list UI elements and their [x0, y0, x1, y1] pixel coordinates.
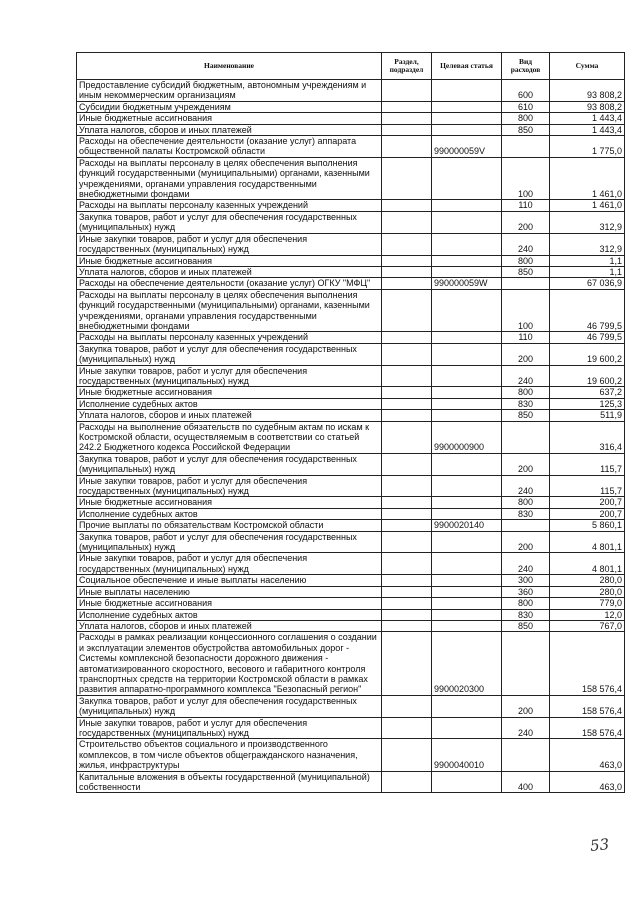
- cell-name: Расходы на выполнение обязательств по судебным актам по искам к Костромской области, осуществляемым в соответствии со статьей 242.2 Бюджетного кодекса Российской Федерации: [77, 421, 382, 453]
- cell-sum: 767,0: [550, 620, 625, 631]
- cell-sum: 46 799,5: [550, 332, 625, 343]
- cell-sum: 1 461,0: [550, 157, 625, 200]
- table-row: [77, 497, 625, 508]
- cell-kind: 200: [502, 531, 550, 553]
- cell-section: [382, 365, 432, 387]
- cell-sum: 125,3: [550, 398, 625, 409]
- table-row: [77, 620, 625, 631]
- cell-kind: 300: [502, 575, 550, 586]
- header-target: Целевая статья: [432, 53, 502, 80]
- cell-section: [382, 332, 432, 343]
- cell-kind: 800: [502, 113, 550, 124]
- cell-section: [382, 113, 432, 124]
- cell-kind: 100: [502, 157, 550, 200]
- table-row: [77, 365, 625, 387]
- cell-sum: 463,0: [550, 771, 625, 793]
- cell-name: Иные бюджетные ассигнования: [77, 598, 382, 609]
- cell-sum: 1 443,4: [550, 113, 625, 124]
- cell-name: Исполнение судебных актов: [77, 609, 382, 620]
- budget-table: [76, 52, 625, 793]
- cell-section: [382, 475, 432, 497]
- cell-target: [432, 233, 502, 255]
- cell-section: [382, 289, 432, 332]
- table-row: [77, 531, 625, 553]
- cell-name: Расходы на обеспечение деятельности (оказание услуг) ОГКУ "МФЦ": [77, 278, 382, 289]
- cell-section: [382, 695, 432, 717]
- cell-target: [432, 575, 502, 586]
- cell-kind: 830: [502, 609, 550, 620]
- table-row: [77, 101, 625, 112]
- cell-name: Расходы на выплаты персоналу в целях обеспечения выполнения функций государственными (муниципальными) органами, казенными учреждениями, органами управления государственными внебюджетными фондами: [77, 157, 382, 200]
- table-row: [77, 157, 625, 200]
- cell-name: Иные закупки товаров, работ и услуг для обеспечения государственных (муниципальных) нужд: [77, 553, 382, 575]
- cell-section: [382, 211, 432, 233]
- cell-sum: 1 461,0: [550, 200, 625, 211]
- cell-name: Уплата налогов, сборов и иных платежей: [77, 620, 382, 631]
- table-row: [77, 233, 625, 255]
- cell-kind: [502, 278, 550, 289]
- table-row: [77, 387, 625, 398]
- cell-kind: 850: [502, 124, 550, 135]
- header-sum: Сумма: [550, 53, 625, 80]
- cell-section: [382, 632, 432, 695]
- cell-name: Расходы на выплаты персоналу казенных учреждений: [77, 200, 382, 211]
- table-header-row: [77, 53, 625, 80]
- cell-target: [432, 343, 502, 365]
- cell-name: Исполнение судебных актов: [77, 398, 382, 409]
- cell-kind: 200: [502, 343, 550, 365]
- cell-section: [382, 255, 432, 266]
- cell-target: 9900000900: [432, 421, 502, 453]
- cell-section: [382, 609, 432, 620]
- cell-sum: 1,1: [550, 266, 625, 277]
- cell-sum: 1 443,4: [550, 124, 625, 135]
- cell-name: Социальное обеспечение и иные выплаты населению: [77, 575, 382, 586]
- cell-sum: 463,0: [550, 739, 625, 771]
- cell-sum: 19 600,2: [550, 343, 625, 365]
- table-row: [77, 289, 625, 332]
- cell-target: [432, 609, 502, 620]
- cell-kind: 600: [502, 80, 550, 102]
- cell-name: Закупка товаров, работ и услуг для обеспечения государственных (муниципальных) нужд: [77, 531, 382, 553]
- cell-kind: [502, 632, 550, 695]
- table-row: [77, 695, 625, 717]
- cell-target: [432, 398, 502, 409]
- cell-sum: 115,7: [550, 453, 625, 475]
- cell-sum: 4 801,1: [550, 553, 625, 575]
- cell-section: [382, 620, 432, 631]
- cell-name: Иные бюджетные ассигнования: [77, 497, 382, 508]
- cell-target: [432, 598, 502, 609]
- cell-target: [432, 157, 502, 200]
- table-row: [77, 278, 625, 289]
- cell-kind: 800: [502, 387, 550, 398]
- cell-target: 990000059V: [432, 136, 502, 158]
- cell-name: Иные закупки товаров, работ и услуг для обеспечения государственных (муниципальных) нужд: [77, 365, 382, 387]
- cell-kind: [502, 520, 550, 531]
- cell-section: [382, 101, 432, 112]
- cell-target: [432, 453, 502, 475]
- cell-kind: 360: [502, 586, 550, 597]
- cell-target: 9900020140: [432, 520, 502, 531]
- cell-name: Уплата налогов, сборов и иных платежей: [77, 266, 382, 277]
- table-row: [77, 598, 625, 609]
- cell-name: Закупка товаров, работ и услуг для обеспечения государственных (муниципальных) нужд: [77, 453, 382, 475]
- cell-target: [432, 620, 502, 631]
- cell-name: Иные бюджетные ассигнования: [77, 255, 382, 266]
- table-row: [77, 398, 625, 409]
- cell-target: [432, 508, 502, 519]
- cell-name: Иные закупки товаров, работ и услуг для обеспечения государственных (муниципальных) нужд: [77, 717, 382, 739]
- cell-target: [432, 200, 502, 211]
- table-row: [77, 343, 625, 365]
- cell-kind: 240: [502, 717, 550, 739]
- cell-sum: 158 576,4: [550, 717, 625, 739]
- cell-section: [382, 278, 432, 289]
- cell-sum: 1,1: [550, 255, 625, 266]
- cell-sum: 511,9: [550, 410, 625, 421]
- cell-section: [382, 553, 432, 575]
- cell-name: Закупка товаров, работ и услуг для обеспечения государственных (муниципальных) нужд: [77, 343, 382, 365]
- cell-sum: 312,9: [550, 233, 625, 255]
- cell-target: [432, 289, 502, 332]
- table-row: [77, 475, 625, 497]
- cell-section: [382, 453, 432, 475]
- cell-target: [432, 475, 502, 497]
- cell-section: [382, 598, 432, 609]
- table-row: [77, 717, 625, 739]
- cell-name: Иные бюджетные ассигнования: [77, 113, 382, 124]
- cell-sum: 67 036,9: [550, 278, 625, 289]
- cell-kind: 800: [502, 497, 550, 508]
- cell-target: [432, 695, 502, 717]
- cell-name: Закупка товаров, работ и услуг для обеспечения государственных (муниципальных) нужд: [77, 695, 382, 717]
- table-row: [77, 211, 625, 233]
- cell-kind: 110: [502, 332, 550, 343]
- cell-section: [382, 520, 432, 531]
- cell-target: [432, 387, 502, 398]
- cell-target: 9900020300: [432, 632, 502, 695]
- cell-sum: 280,0: [550, 575, 625, 586]
- cell-target: [432, 255, 502, 266]
- cell-name: Уплата налогов, сборов и иных платежей: [77, 124, 382, 135]
- table-row: [77, 266, 625, 277]
- cell-target: [432, 771, 502, 793]
- table-body: [77, 80, 625, 793]
- table-row: [77, 200, 625, 211]
- cell-kind: 800: [502, 598, 550, 609]
- table-row: [77, 453, 625, 475]
- cell-kind: [502, 136, 550, 158]
- cell-kind: 240: [502, 233, 550, 255]
- cell-target: [432, 365, 502, 387]
- cell-target: [432, 266, 502, 277]
- cell-name: Исполнение судебных актов: [77, 508, 382, 519]
- cell-target: [432, 101, 502, 112]
- cell-target: [432, 586, 502, 597]
- cell-section: [382, 387, 432, 398]
- cell-name: Уплата налогов, сборов и иных платежей: [77, 410, 382, 421]
- cell-target: [432, 553, 502, 575]
- cell-name: Капитальные вложения в объекты государственной (муниципальной) собственности: [77, 771, 382, 793]
- cell-sum: 158 576,4: [550, 695, 625, 717]
- cell-target: [432, 113, 502, 124]
- cell-kind: 200: [502, 453, 550, 475]
- cell-kind: 240: [502, 475, 550, 497]
- cell-sum: 200,7: [550, 497, 625, 508]
- cell-sum: 93 808,2: [550, 80, 625, 102]
- cell-sum: 280,0: [550, 586, 625, 597]
- cell-sum: 12,0: [550, 609, 625, 620]
- cell-section: [382, 531, 432, 553]
- table-row: [77, 113, 625, 124]
- table-row: [77, 632, 625, 695]
- cell-name: Строительство объектов социального и производственного комплексов, в том числе объектов общегражданского назначения, жилья, инфраструктуры: [77, 739, 382, 771]
- cell-name: Субсидии бюджетным учреждениям: [77, 101, 382, 112]
- cell-kind: [502, 739, 550, 771]
- table-row: [77, 553, 625, 575]
- cell-name: Расходы на выплаты персоналу казенных учреждений: [77, 332, 382, 343]
- cell-target: 9900040010: [432, 739, 502, 771]
- table-row: [77, 520, 625, 531]
- cell-sum: 637,2: [550, 387, 625, 398]
- cell-sum: 4 801,1: [550, 531, 625, 553]
- header-section: Раздел, подраздел: [382, 53, 432, 80]
- cell-sum: 1 775,0: [550, 136, 625, 158]
- table-row: [77, 421, 625, 453]
- cell-kind: 610: [502, 101, 550, 112]
- cell-kind: 240: [502, 553, 550, 575]
- cell-name: Иные закупки товаров, работ и услуг для обеспечения государственных (муниципальных) нужд: [77, 475, 382, 497]
- header-name: Наименование: [77, 53, 382, 80]
- cell-kind: 830: [502, 398, 550, 409]
- page-number: 53: [589, 835, 610, 855]
- cell-section: [382, 586, 432, 597]
- cell-sum: 779,0: [550, 598, 625, 609]
- cell-section: [382, 410, 432, 421]
- cell-kind: 110: [502, 200, 550, 211]
- table-row: [77, 80, 625, 102]
- table-row: [77, 575, 625, 586]
- cell-section: [382, 343, 432, 365]
- table-row: [77, 136, 625, 158]
- cell-sum: 93 808,2: [550, 101, 625, 112]
- cell-section: [382, 136, 432, 158]
- header-kind: Вид расходов: [502, 53, 550, 80]
- cell-kind: 850: [502, 410, 550, 421]
- cell-name: Расходы на выплаты персоналу в целях обеспечения выполнения функций государственными (муниципальными) органами, казенными учреждениями, органами управления государственными внебюджетными фондами: [77, 289, 382, 332]
- cell-section: [382, 80, 432, 102]
- cell-kind: 100: [502, 289, 550, 332]
- table-row: [77, 332, 625, 343]
- cell-kind: 800: [502, 255, 550, 266]
- cell-name: Иные выплаты населению: [77, 586, 382, 597]
- cell-name: Закупка товаров, работ и услуг для обеспечения государственных (муниципальных) нужд: [77, 211, 382, 233]
- cell-section: [382, 771, 432, 793]
- cell-target: [432, 497, 502, 508]
- cell-section: [382, 739, 432, 771]
- table-row: [77, 124, 625, 135]
- cell-sum: 46 799,5: [550, 289, 625, 332]
- table-row: [77, 508, 625, 519]
- cell-section: [382, 266, 432, 277]
- cell-section: [382, 124, 432, 135]
- cell-section: [382, 717, 432, 739]
- table-row: [77, 255, 625, 266]
- cell-sum: 200,7: [550, 508, 625, 519]
- cell-sum: 115,7: [550, 475, 625, 497]
- cell-kind: 850: [502, 620, 550, 631]
- cell-target: [432, 211, 502, 233]
- cell-name: Расходы на обеспечение деятельности (оказание услуг) аппарата общественной палаты Костромской области: [77, 136, 382, 158]
- cell-section: [382, 497, 432, 508]
- cell-kind: 850: [502, 266, 550, 277]
- cell-section: [382, 398, 432, 409]
- cell-section: [382, 508, 432, 519]
- cell-kind: 200: [502, 211, 550, 233]
- cell-kind: 240: [502, 365, 550, 387]
- table-row: [77, 586, 625, 597]
- cell-target: [432, 332, 502, 343]
- cell-target: [432, 717, 502, 739]
- cell-sum: 312,9: [550, 211, 625, 233]
- cell-section: [382, 421, 432, 453]
- cell-name: Расходы в рамках реализации концессионного соглашения о создании и эксплуатации элементов обустройства автомобильных дорог - Системы комплексной безопасности дорожного движения - автоматизированного скоростного, весового и габаритного контроля транспортных средств на территории Костромской области в рамках развития аппаратно-программного комплекса "Безопасный регион": [77, 632, 382, 695]
- cell-sum: 316,4: [550, 421, 625, 453]
- cell-kind: 200: [502, 695, 550, 717]
- cell-name: Прочие выплаты по обязательствам Костромской области: [77, 520, 382, 531]
- cell-kind: 400: [502, 771, 550, 793]
- table-row: [77, 609, 625, 620]
- cell-target: [432, 124, 502, 135]
- cell-section: [382, 233, 432, 255]
- cell-section: [382, 575, 432, 586]
- cell-kind: 830: [502, 508, 550, 519]
- cell-sum: 19 600,2: [550, 365, 625, 387]
- cell-section: [382, 200, 432, 211]
- cell-name: Иные бюджетные ассигнования: [77, 387, 382, 398]
- table-row: [77, 771, 625, 793]
- cell-target: [432, 80, 502, 102]
- table-row: [77, 410, 625, 421]
- cell-name: Иные закупки товаров, работ и услуг для обеспечения государственных (муниципальных) нужд: [77, 233, 382, 255]
- cell-sum: 5 860,1: [550, 520, 625, 531]
- cell-target: [432, 531, 502, 553]
- cell-kind: [502, 421, 550, 453]
- cell-sum: 158 576,4: [550, 632, 625, 695]
- table-row: [77, 739, 625, 771]
- cell-section: [382, 157, 432, 200]
- cell-name: Предоставление субсидий бюджетным, автономным учреждениям и иным некоммерческим организациям: [77, 80, 382, 102]
- cell-target: 990000059W: [432, 278, 502, 289]
- cell-target: [432, 410, 502, 421]
